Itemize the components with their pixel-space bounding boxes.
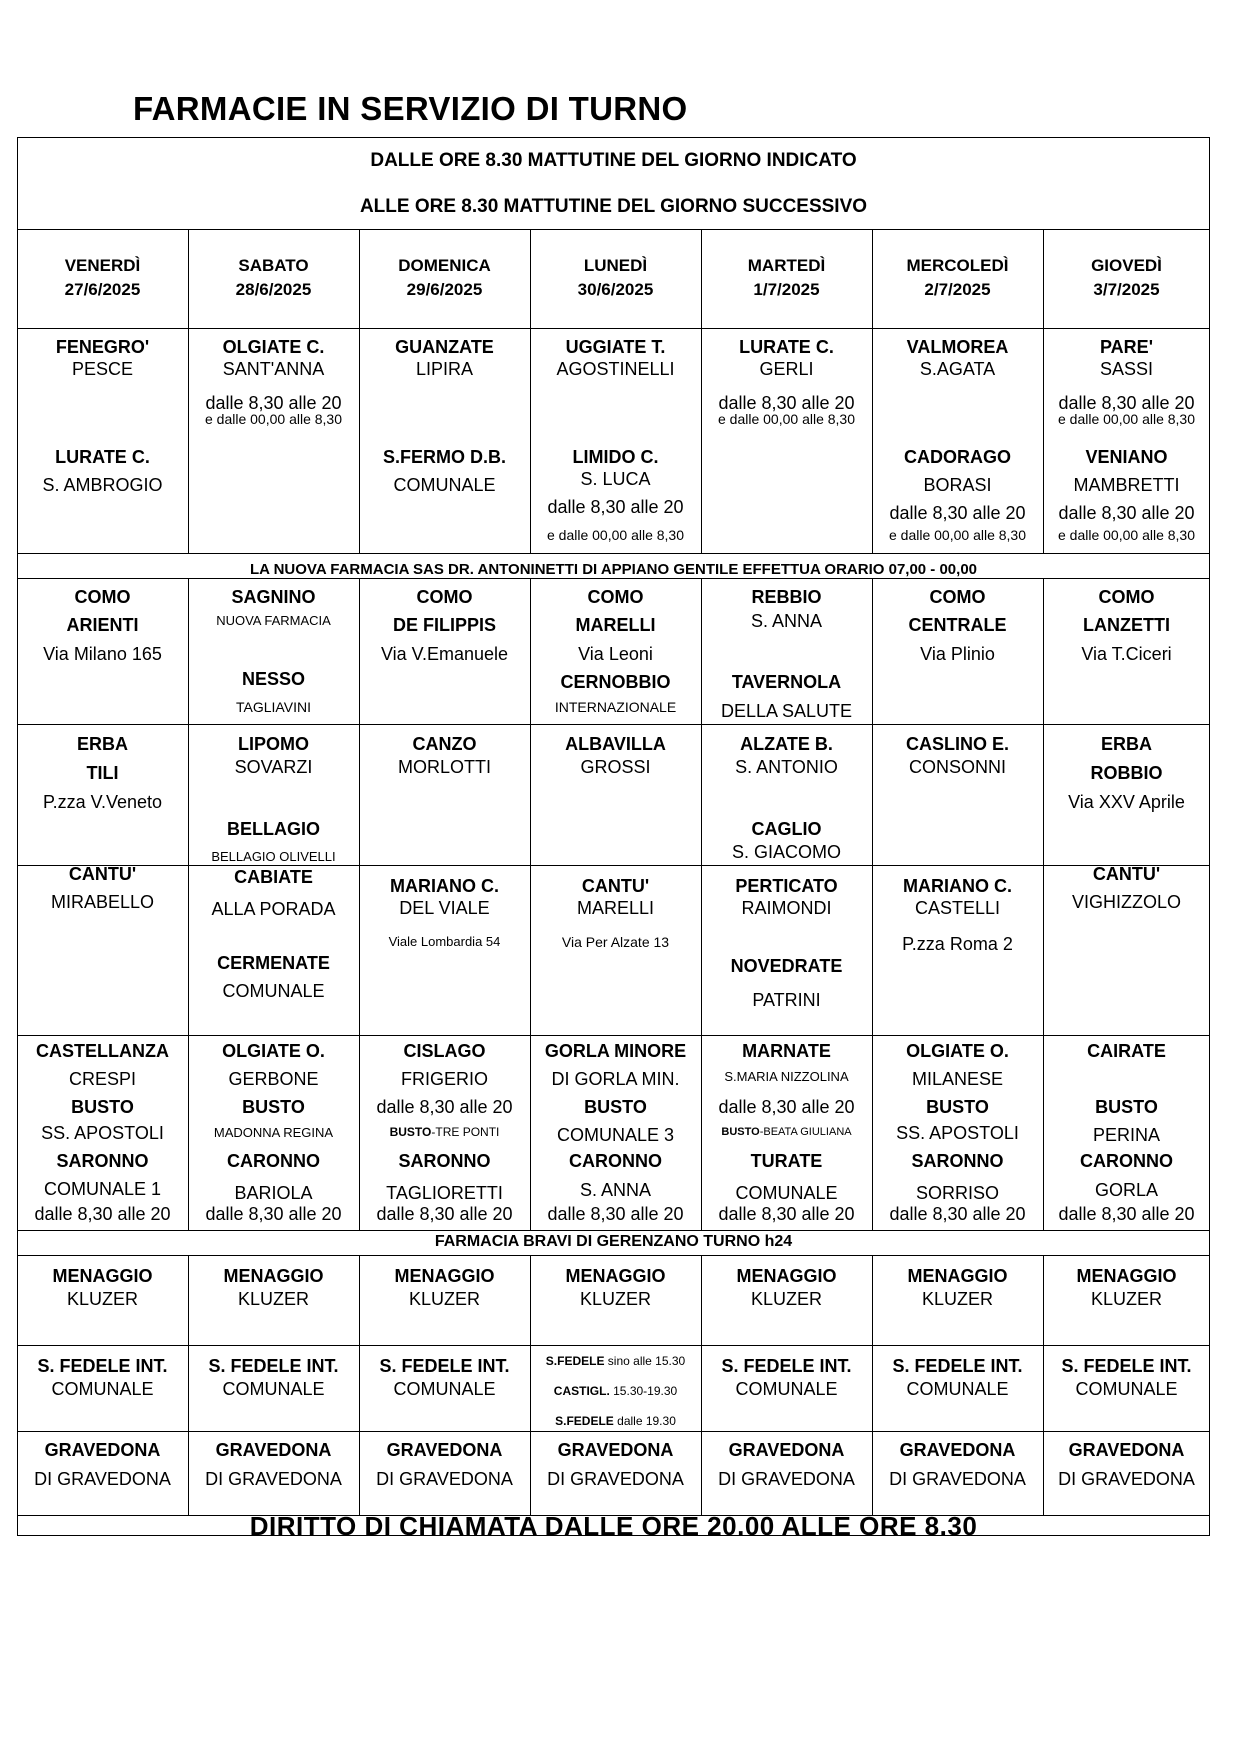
cell-mixed-line [530, 1355, 701, 1367]
mixed-value: 15.30-19.30 [609, 1384, 678, 1398]
pharmacy-town: SAGNINO [231, 587, 316, 607]
mixed-value: sino alle 15.30 [604, 1354, 686, 1368]
pharmacy-town: CERMENATE [217, 953, 330, 973]
pharmacy-town: CASTELLANZA [36, 1041, 169, 1061]
pharmacy-detail: DI GRAVEDONA [205, 1469, 342, 1489]
pharmacy-detail: GERLI [759, 359, 814, 379]
pharmacy-detail: KLUZER [750, 1289, 822, 1309]
pharmacy-town: BUSTO [242, 1097, 305, 1117]
pharmacy-detail: ALLA PORADA [211, 899, 336, 919]
pharmacy-town: PARE' [1100, 337, 1153, 357]
pharmacy-detail: SANT'ANNA [222, 359, 325, 379]
pharmacy-detail: Via Plinio [920, 644, 995, 664]
pharmacy-detail: MORLOTTI [398, 757, 491, 777]
day-date: 1/7/2025 [753, 280, 820, 299]
pharmacy-town: CAGLIO [751, 819, 822, 839]
pharmacy-town: MENAGGIO [52, 1266, 153, 1286]
pharmacy-detail: Viale Lombardia 54 [388, 934, 501, 949]
pharmacy-town: BUSTO [926, 1097, 989, 1117]
pharmacy-detail: SASSI [1099, 359, 1154, 379]
pharmacy-detail: DI GRAVEDONA [889, 1469, 1026, 1489]
pharmacy-town: OLGIATE O. [222, 1041, 325, 1061]
pharmacy-town: UGGIATE T. [565, 337, 666, 357]
pharmacy-detail: COMUNALE 1 [43, 1179, 162, 1199]
day-name: GIOVEDÌ [1091, 256, 1162, 275]
day-name: MARTEDÌ [747, 256, 826, 275]
day-name: SABATO [238, 256, 309, 275]
day-date: 2/7/2025 [924, 280, 991, 299]
pharmacy-detail: COMUNALE [393, 1379, 496, 1399]
mixed-key: CASTIGL. [553, 1384, 610, 1398]
cell-mixed-line [530, 1415, 701, 1427]
pharmacy-town: GRAVEDONA [728, 1440, 845, 1460]
pharmacy-detail: Via T.Ciceri [1081, 644, 1172, 664]
pharmacy-detail: S. ANNA [579, 1180, 652, 1200]
pharmacy-town: REBBIO [751, 587, 822, 607]
pharmacy-detail: SS. APOSTOLI [41, 1123, 164, 1143]
row-divider [17, 1230, 1210, 1231]
column-divider [701, 229, 702, 553]
pharmacy-town: S. FEDELE INT. [1061, 1356, 1192, 1376]
pharmacy-detail: dalle 8,30 alle 20 [34, 1204, 171, 1224]
pharmacy-detail: e dalle 00,00 alle 8,30 [547, 527, 684, 543]
pharmacy-detail: MILANESE [911, 1069, 1004, 1089]
pharmacy-detail: CRESPI [68, 1069, 137, 1089]
pharmacy-detail: SS. APOSTOLI [896, 1123, 1019, 1143]
day-name: VENERDÌ [64, 256, 141, 275]
pharmacy-detail: KLUZER [579, 1289, 651, 1309]
pharmacy-detail: COMUNALE [51, 1379, 154, 1399]
row-divider [17, 1255, 1210, 1256]
pharmacy-detail: VIGHIZZOLO [1071, 892, 1181, 912]
pharmacy-town: CANTU' [581, 876, 650, 896]
pharmacy-town: NOVEDRATE [730, 956, 843, 976]
column-divider [359, 229, 360, 553]
row-divider [17, 328, 1210, 329]
pharmacy-town: S. FEDELE INT. [892, 1356, 1023, 1376]
pharmacy-town: GUANZATE [395, 337, 494, 357]
pharmacy-detail: SORRISO [915, 1183, 999, 1203]
footer-call-note: DIRITTO DI CHIAMATA DALLE ORE 20.00 ALLE ORE 8.30 [249, 1511, 978, 1541]
pharmacy-detail: CONSONNI [908, 757, 1006, 777]
pharmacy-detail: e dalle 00,00 alle 8,30 [1058, 411, 1195, 427]
day-date: 28/6/2025 [235, 280, 312, 299]
pharmacy-detail: S. ANNA [750, 611, 823, 631]
pharmacy-detail: P.zza Roma 2 [902, 934, 1013, 954]
pharmacy-detail: NUOVA FARMACIA [216, 613, 331, 628]
pharmacy-detail: PESCE [71, 359, 134, 379]
pharmacy-detail: DELLA SALUTE [720, 701, 853, 721]
pharmacy-town: DE FILIPPIS [392, 615, 497, 635]
day-name: MERCOLEDÌ [906, 256, 1009, 275]
pharmacy-town: GRAVEDONA [557, 1440, 674, 1460]
day-date: 30/6/2025 [577, 280, 654, 299]
pharmacy-detail: BARIOLA [234, 1183, 313, 1203]
row-divider [17, 1035, 1210, 1036]
pharmacy-detail: dalle 8,30 alle 20 [718, 1097, 855, 1117]
pharmacy-detail: COMUNALE [735, 1183, 838, 1203]
pharmacy-town: S.FERMO D.B. [382, 447, 506, 467]
mixed-key: BUSTO [721, 1126, 760, 1138]
pharmacy-town: PERTICATO [735, 876, 838, 896]
pharmacy-detail: S. ANTONIO [735, 757, 838, 777]
pharmacy-detail: e dalle 00,00 alle 8,30 [889, 527, 1026, 543]
pharmacy-detail: dalle 8,30 alle 20 [718, 393, 855, 413]
day-name: LUNEDÌ [583, 256, 648, 275]
pharmacy-town: MENAGGIO [223, 1266, 324, 1286]
pharmacy-detail: DI GRAVEDONA [1058, 1469, 1195, 1489]
pharmacy-detail: COMUNALE [1075, 1379, 1178, 1399]
day-name: DOMENICA [398, 256, 491, 275]
pharmacy-detail: MAMBRETTI [1073, 475, 1180, 495]
pharmacy-detail: dalle 8,30 alle 20 [205, 1204, 342, 1224]
mixed-key: S.FEDELE [545, 1354, 605, 1368]
pharmacy-town: VENIANO [1085, 447, 1168, 467]
pharmacy-detail: KLUZER [408, 1289, 480, 1309]
pharmacy-detail: MIRABELLO [50, 892, 155, 912]
header-line-1: DALLE ORE 8.30 MATTUTINE DEL GIORNO INDICATO [370, 150, 857, 171]
pharmacy-detail: INTERNAZIONALE [554, 699, 677, 715]
pharmacy-detail: SOVARZI [234, 757, 313, 777]
pharmacy-detail: S. AMBROGIO [42, 475, 163, 495]
pharmacy-town: MARIANO C. [903, 876, 1012, 896]
day-date: 27/6/2025 [64, 280, 141, 299]
row-divider [17, 578, 1210, 579]
pharmacy-town: COMO [74, 587, 131, 607]
pharmacy-detail: e dalle 00,00 alle 8,30 [718, 411, 855, 427]
pharmacy-detail: GROSSI [580, 757, 651, 777]
mixed-value: dalle 19.30 [613, 1414, 676, 1428]
pharmacy-detail: S. LUCA [580, 469, 651, 489]
pharmacy-town: MARNATE [742, 1041, 831, 1061]
pharmacy-detail: KLUZER [921, 1289, 993, 1309]
pharmacy-detail: dalle 8,30 alle 20 [889, 503, 1026, 523]
pharmacy-detail: dalle 8,30 alle 20 [889, 1204, 1026, 1224]
pharmacy-town: ALZATE B. [740, 734, 833, 754]
pharmacy-detail: COMUNALE 3 [556, 1125, 675, 1145]
pharmacy-town: BUSTO [584, 1097, 647, 1117]
pharmacy-town: BUSTO [71, 1097, 134, 1117]
pharmacy-town: SARONNO [911, 1151, 1004, 1171]
pharmacy-town: GRAVEDONA [44, 1440, 161, 1460]
pharmacy-town: GRAVEDONA [386, 1440, 503, 1460]
mixed-key: BUSTO [389, 1125, 432, 1139]
mixed-value: -TRE PONTI [431, 1125, 500, 1139]
pharmacy-detail: COMUNALE [906, 1379, 1009, 1399]
pharmacy-detail: dalle 8,30 alle 20 [1058, 393, 1195, 413]
pharmacy-town: CARONNO [569, 1151, 662, 1171]
pharmacy-detail: dalle 8,30 alle 20 [718, 1204, 855, 1224]
pharmacy-detail: GERBONE [228, 1069, 319, 1089]
pharmacy-town: CAIRATE [1087, 1041, 1166, 1061]
pharmacy-detail: GORLA [1094, 1180, 1159, 1200]
pharmacy-detail: S.MARIA NIZZOLINA [724, 1069, 849, 1084]
pharmacy-detail: DI GRAVEDONA [376, 1469, 513, 1489]
page-title: FARMACIE IN SERVIZIO DI TURNO [133, 90, 688, 127]
pharmacy-town: ERBA [76, 734, 128, 754]
header-line-2: ALLE ORE 8.30 MATTUTINE DEL GIORNO SUCCESSIVO [359, 196, 868, 217]
day-date: 29/6/2025 [406, 280, 483, 299]
pharmacy-detail: dalle 8,30 alle 20 [376, 1204, 513, 1224]
pharmacy-town: GRAVEDONA [1068, 1440, 1185, 1460]
pharmacy-town: CABIATE [234, 867, 313, 887]
row-divider [17, 724, 1210, 725]
pharmacy-detail: KLUZER [237, 1289, 309, 1309]
pharmacy-town: GRAVEDONA [899, 1440, 1016, 1460]
row-divider [17, 865, 1210, 866]
pharmacy-town: CANZO [412, 734, 477, 754]
pharmacy-town: LURATE C. [55, 447, 150, 467]
mixed-key: S.FEDELE [555, 1414, 614, 1428]
gerenzano-note: FARMACIA BRAVI DI GERENZANO TURNO h24 [434, 1233, 793, 1250]
pharmacy-detail: COMUNALE [393, 475, 496, 495]
pharmacy-detail: KLUZER [1090, 1289, 1162, 1309]
pharmacy-detail: DI GRAVEDONA [718, 1469, 855, 1489]
pharmacy-town: GORLA MINORE [544, 1041, 687, 1061]
pharmacy-town: CASLINO E. [905, 734, 1009, 754]
pharmacy-town: MENAGGIO [394, 1266, 495, 1286]
pharmacy-detail: KLUZER [66, 1289, 138, 1309]
pharmacy-detail: MADONNA REGINA [213, 1125, 334, 1140]
row-divider [17, 229, 1210, 230]
day-date: 3/7/2025 [1093, 280, 1160, 299]
pharmacy-town: BUSTO [1095, 1097, 1158, 1117]
pharmacy-detail: Via Milano 165 [43, 644, 162, 664]
pharmacy-detail: TAGLIORETTI [386, 1183, 503, 1203]
pharmacy-detail: BELLAGIO OLIVELLI [211, 849, 336, 864]
pharmacy-town: BELLAGIO [227, 819, 320, 839]
pharmacy-town: TAVERNOLA [731, 672, 842, 692]
pharmacy-town: CERNOBBIO [560, 672, 671, 692]
column-divider [188, 229, 189, 553]
pharmacy-detail: dalle 8,30 alle 20 [547, 1204, 684, 1224]
pharmacy-town: LIPOMO [238, 734, 309, 754]
pharmacy-town: MENAGGIO [1076, 1266, 1177, 1286]
pharmacy-detail: DI GRAVEDONA [34, 1469, 171, 1489]
pharmacy-town: MENAGGIO [736, 1266, 837, 1286]
pharmacy-detail: DI GRAVEDONA [547, 1469, 684, 1489]
pharmacy-detail: S. GIACOMO [731, 842, 841, 862]
pharmacy-town: COMO [1098, 587, 1155, 607]
pharmacy-town: MENAGGIO [907, 1266, 1008, 1286]
pharmacy-town: GRAVEDONA [215, 1440, 332, 1460]
pharmacy-town: LANZETTI [1083, 615, 1170, 635]
pharmacy-detail: dalle 8,30 alle 20 [1058, 1204, 1195, 1224]
pharmacy-town: CARONNO [227, 1151, 320, 1171]
pharmacy-detail: FRIGERIO [400, 1069, 488, 1089]
pharmacy-detail: Via Leoni [578, 644, 653, 664]
pharmacy-town: LURATE C. [739, 337, 834, 357]
pharmacy-detail: DEL VIALE [399, 898, 490, 918]
pharmacy-detail: COMUNALE [735, 1379, 838, 1399]
pharmacy-town: MARELLI [575, 615, 656, 635]
pharmacy-town: CENTRALE [908, 615, 1007, 635]
mixed-value: -BEATA GIULIANA [759, 1126, 852, 1138]
row-divider [17, 1345, 1210, 1346]
pharmacy-town: ARIENTI [66, 615, 139, 635]
appiano-note: LA NUOVA FARMACIA SAS DR. ANTONINETTI DI APPIANO GENTILE EFFETTUA ORARIO 07,00 - 00,00 [249, 561, 978, 578]
pharmacy-detail: dalle 8,30 alle 20 [205, 393, 342, 413]
pharmacy-detail: COMUNALE [222, 981, 325, 1001]
pharmacy-town: ERBA [1100, 734, 1152, 754]
pharmacy-detail: Via XXV Aprile [1068, 792, 1185, 812]
row-divider [17, 1431, 1210, 1432]
pharmacy-detail: Via Per Alzate 13 [561, 934, 670, 950]
pharmacy-town: LIMIDO C. [572, 447, 659, 467]
pharmacy-detail: e dalle 00,00 alle 8,30 [1058, 527, 1195, 543]
pharmacy-town: VALMOREA [906, 337, 1009, 357]
pharmacy-town: ROBBIO [1090, 763, 1163, 783]
pharmacy-town: CADORAGO [904, 447, 1011, 467]
pharmacy-detail: Via V.Emanuele [380, 644, 509, 664]
pharmacy-town: CANTU' [68, 864, 137, 884]
row-divider [17, 1515, 1210, 1516]
pharmacy-detail: e dalle 00,00 alle 8,30 [205, 411, 342, 427]
pharmacy-detail: LIPIRA [415, 359, 474, 379]
pharmacy-town: MARIANO C. [390, 876, 499, 896]
pharmacy-detail: DI GORLA MIN. [551, 1069, 680, 1089]
pharmacy-detail: CASTELLI [914, 898, 1001, 918]
pharmacy-town: SARONNO [398, 1151, 491, 1171]
cell-mixed-line [359, 1126, 530, 1138]
pharmacy-detail: dalle 8,30 alle 20 [547, 497, 684, 517]
cell-mixed-line [701, 1127, 872, 1138]
pharmacy-detail: TAGLIAVINI [236, 699, 311, 715]
pharmacy-town: MENAGGIO [565, 1266, 666, 1286]
pharmacy-town: FENEGRO' [55, 337, 150, 357]
pharmacy-detail: COMUNALE [222, 1379, 325, 1399]
pharmacy-town: OLGIATE O. [906, 1041, 1009, 1061]
pharmacy-town: S. FEDELE INT. [37, 1356, 168, 1376]
pharmacy-town: TURATE [750, 1151, 823, 1171]
pharmacy-town: OLGIATE C. [222, 337, 325, 357]
pharmacy-detail: AGOSTINELLI [556, 359, 675, 379]
pharmacy-town: NESSO [241, 669, 306, 689]
pharmacy-town: CANTU' [1092, 864, 1161, 884]
pharmacy-detail: dalle 8,30 alle 20 [376, 1097, 513, 1117]
pharmacy-detail: MARELLI [576, 898, 655, 918]
pharmacy-town: ALBAVILLA [565, 734, 666, 754]
pharmacy-town: COMO [416, 587, 473, 607]
pharmacy-town: COMO [587, 587, 644, 607]
pharmacy-town: CARONNO [1080, 1151, 1173, 1171]
pharmacy-town: COMO [929, 587, 986, 607]
pharmacy-town: S. FEDELE INT. [721, 1356, 852, 1376]
pharmacy-town: TILI [86, 763, 119, 783]
pharmacy-detail: BORASI [923, 475, 992, 495]
pharmacy-detail: PATRINI [752, 990, 821, 1010]
pharmacy-detail: S.AGATA [919, 359, 996, 379]
pharmacy-town: S. FEDELE INT. [208, 1356, 339, 1376]
pharmacy-detail: P.zza V.Veneto [42, 792, 163, 812]
pharmacy-detail: PERINA [1092, 1125, 1161, 1145]
cell-mixed-line [530, 1385, 701, 1397]
pharmacy-detail: RAIMONDI [741, 898, 832, 918]
pharmacy-detail: dalle 8,30 alle 20 [1058, 503, 1195, 523]
pharmacy-town: SARONNO [56, 1151, 149, 1171]
pharmacy-town: CISLAGO [403, 1041, 486, 1061]
pharmacy-town: S. FEDELE INT. [379, 1356, 510, 1376]
row-divider [17, 553, 1210, 554]
